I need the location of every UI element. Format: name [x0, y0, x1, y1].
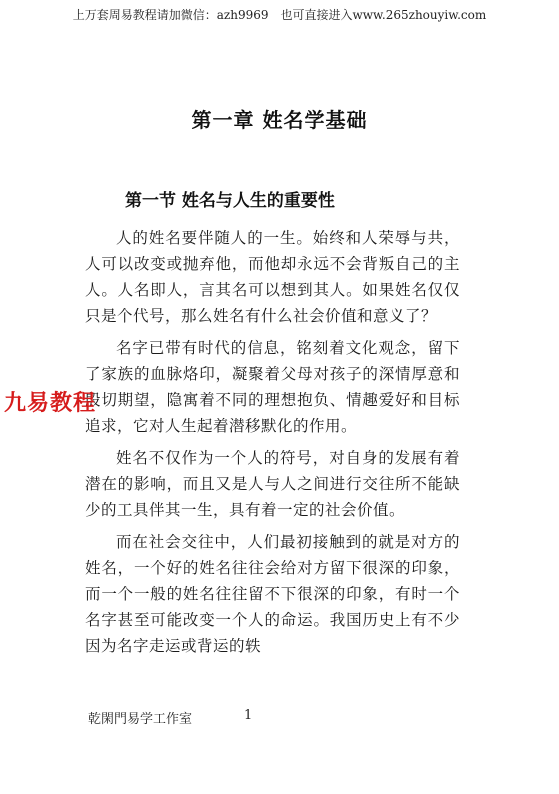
section-title: 第一节 姓名与人生的重要性 [125, 191, 335, 211]
page-header: 上万套周易教程请加微信：azh9969 也可直接进入www.265zhouyiw.com [72, 8, 487, 22]
paragraph: 名字已带有时代的信息，铭刻着文化观念，留下了家族的血脉烙印，凝聚着父母对孩子的深情厚意和殷切期望，隐寓着不同的理想抱负、情趣爱好和目标追求，它对人生起着潜移默化的作用。 [85, 339, 460, 435]
paragraph: 姓名不仅作为一个人的符号，对自身的发展有着潜在的影响，而且又是人与人之间进行交往所不能缺少的工具伴其一生，具有着一定的社会价值。 [85, 449, 460, 519]
chapter-title: 第一章 姓名学基础 [191, 108, 368, 132]
paragraph: 而在社会交往中，人们最初接触到的就是对方的姓名，一个好的姓名往往会给对方留下很深的印象，而一个一般的姓名往往留不下很深的印象，有时一个名字甚至可能改变一个人的命运。我国历史上有不少因为名字走运或背运的轶 [85, 533, 460, 655]
body-text [85, 225, 460, 665]
watermark-label: 九易教程 [4, 390, 97, 416]
footer-studio-name: 乾閑門易学工作室 [88, 712, 193, 727]
paragraph: 人的姓名要伴随人的一生。始终和人荣辱与共，人可以改变或抛弃他，而他却永远不会背叛自己的主人。人名即人，言其名可以想到其人。如果姓名仅仅只是个代号，那么姓名有什么社会价值和意义了？ [85, 229, 460, 325]
page-number: 1 [244, 708, 253, 723]
